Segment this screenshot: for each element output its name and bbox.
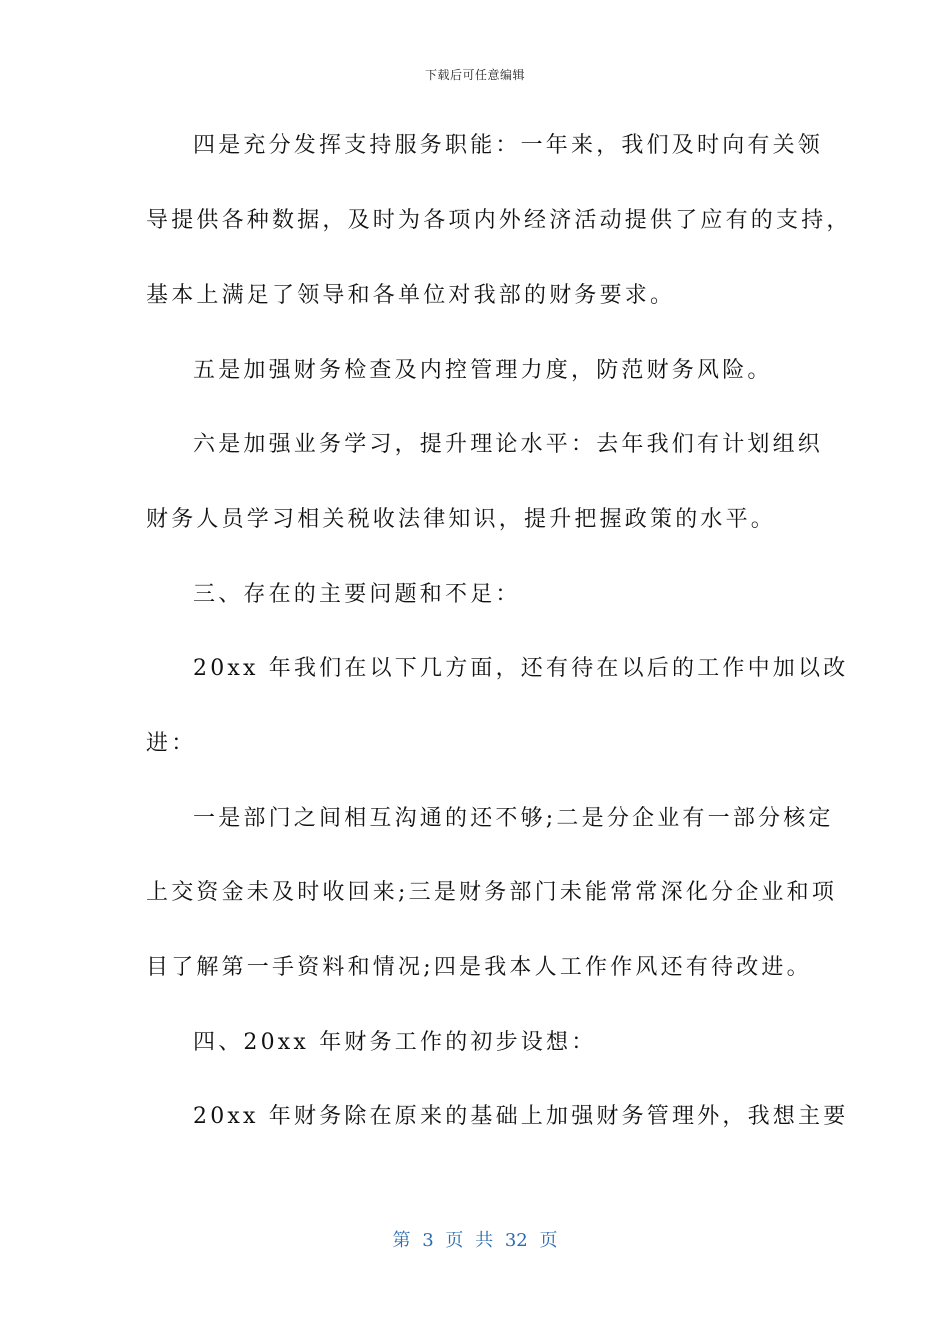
paragraph-line: 六是加强业务学习，提升理论水平：去年我们有计划组织 [193,432,824,457]
paragraph-line: 20xx 年我们在以下几方面，还有待在以后的工作中加以改 [193,656,849,681]
paragraph-line: 五是加强财务检查及内控管理力度，防范财务风险。 [193,358,773,383]
section-heading: 四、20xx 年财务工作的初步设想： [193,1030,597,1055]
section-heading: 三、存在的主要问题和不足： [193,582,521,607]
paragraph-line: 上交资金未及时收回来;三是财务部门未能常常深化分企业和项 [146,880,838,905]
page-header-note: 下载后可任意编辑 [424,68,525,82]
paragraph-line: 进： [146,731,197,756]
paragraph-line: 四是充分发挥支持服务职能：一年来，我们及时向有关领 [193,133,824,158]
paragraph-line: 目了解第一手资料和情况;四是我本人工作作风还有待改进。 [146,955,812,980]
paragraph-line: 导提供各种数据，及时为各项内外经济活动提供了应有的支持， [146,208,852,233]
page-number-footer: 第 3 页 共 32 页 [392,1230,558,1251]
paragraph-line: 基本上满足了领导和各单位对我部的财务要求。 [146,283,676,308]
paragraph-line: 一是部门之间相互沟通的还不够;二是分企业有一部分核定 [193,806,834,831]
paragraph-line: 20xx 年财务除在原来的基础上加强财务管理外，我想主要 [193,1104,849,1129]
paragraph-line: 财务人员学习相关税收法律知识，提升把握政策的水平。 [146,507,777,532]
